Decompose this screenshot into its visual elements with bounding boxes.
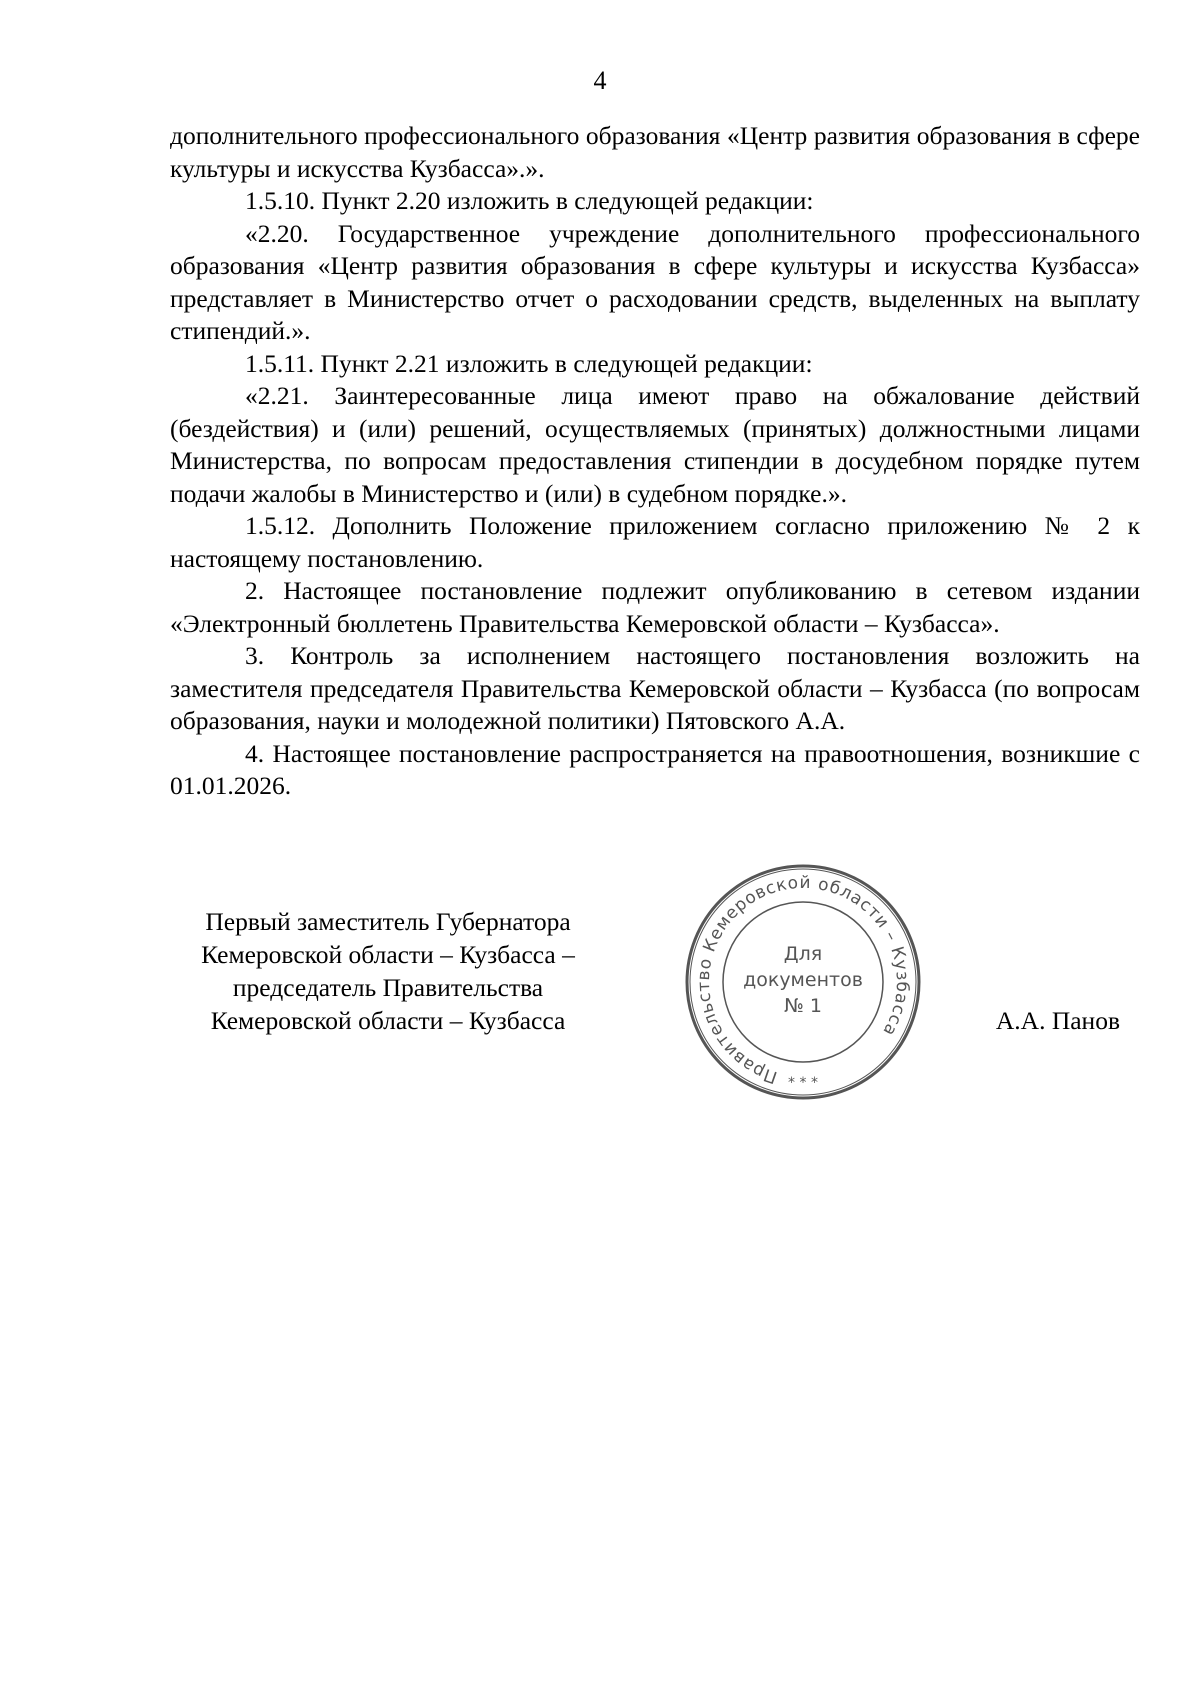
page-number: 4 xyxy=(593,66,607,95)
seal-center-line: Для xyxy=(783,943,823,965)
paragraph-quote-2-21: «2.21. Заинтересованные лица имеют право на обжалование действий (бездействия) и (или) решений, осуществляемых (принятых) должностными лицами Министерства, по вопросам предоставления стипендии в досудебном порядке путем подачи жалобы в Министерство и (или) в судебном порядке.». xyxy=(170,381,1140,508)
official-seal xyxy=(683,862,923,1102)
paragraph-4-effective-date: 4. Настоящее постановление распространяется на правоотношения, возникшие с 01.01.2026. xyxy=(170,738,1140,800)
signer-name: А.А. Панов xyxy=(995,1006,1120,1035)
paragraph-3-control: 3. Контроль за исполнением настоящего постановления возложить на заместителя председателя Правительства Кемеровской области – Кузбасса (по вопросам образования, науки и молодежной политики) Пятовского А.А. xyxy=(170,641,1140,735)
paragraph-quote-2-20: «2.20. Государственное учреждение дополнительного профессионального образования «Центр развития образования в сфере культуры и искусства Кузбасса» представляет в Министерство отчет о расходовании средств, выделенных на выплату стипендий.». xyxy=(170,218,1140,345)
paragraph-1-5-12: 1.5.12. Дополнить Положение приложением согласно приложению № 2 к настоящему постановлению. xyxy=(170,511,1140,573)
paragraph-2-publication: 2. Настоящее постановление подлежит опубликованию в сетевом издании «Электронный бюллетень Правительства Кемеровской области – Кузбасса». xyxy=(170,576,1140,638)
paragraph-1-5-10: 1.5.10. Пункт 2.20 изложить в следующей редакции: xyxy=(245,186,814,215)
seal-stars: * * * xyxy=(788,1075,818,1091)
seal-center-line: № 1 xyxy=(784,995,822,1017)
seal-graphic xyxy=(683,862,923,1102)
seal-ring-text: Правительство Кемеровской области – Кузбасса xyxy=(693,872,913,1088)
signatory-title xyxy=(168,905,608,1037)
signatory-title-line: Первый заместитель Губернатора xyxy=(205,907,571,936)
document-body xyxy=(170,120,1140,803)
signatory-title-line: Кемеровской области – Кузбасса – xyxy=(201,940,575,969)
seal-center-line: документов xyxy=(743,969,863,991)
paragraph-1-5-11: 1.5.11. Пункт 2.21 изложить в следующей редакции: xyxy=(245,348,813,378)
signatory-title-line: Кемеровской области – Кузбасса xyxy=(210,1006,566,1035)
signatory-title-line: председатель Правительства xyxy=(232,973,544,1002)
paragraph-continuation: дополнительного профессионального образования «Центр развития образования в сфере культуры и искусства Кузбасса».». xyxy=(170,121,1140,183)
